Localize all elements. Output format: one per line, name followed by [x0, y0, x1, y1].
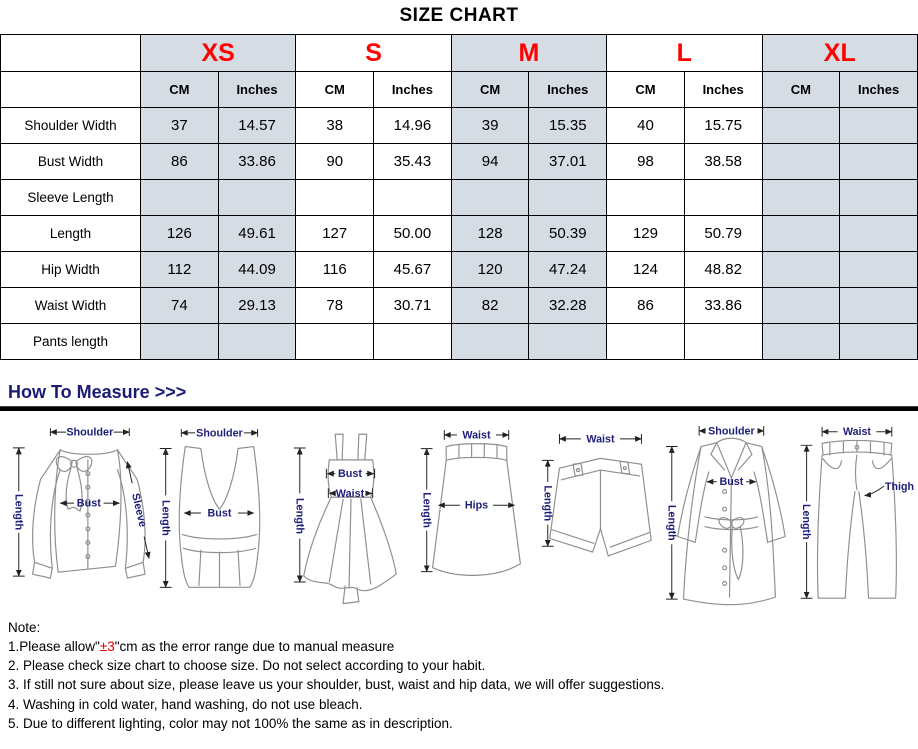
value-cell: 29.13	[218, 288, 296, 324]
value-cell	[141, 180, 219, 216]
measure-label-bust: Bust	[719, 476, 744, 489]
value-cell: 120	[451, 252, 529, 288]
value-cell: 45.67	[374, 252, 452, 288]
value-cell: 49.61	[218, 216, 296, 252]
value-cell	[218, 324, 296, 360]
measure-figure-dress	[286, 417, 414, 612]
value-cell: 86	[141, 144, 219, 180]
coat-illustration	[662, 417, 794, 612]
size-header-xl: XL	[762, 35, 918, 72]
tank-top-illustration	[152, 417, 284, 612]
measure-label-waist: Waist	[335, 487, 364, 500]
value-cell: 86	[607, 288, 685, 324]
table-row	[1, 180, 918, 216]
note-line-2: 2. Please check size chart to choose size. Do not select according to your habit.	[8, 658, 486, 674]
unit-header-cell: CM	[451, 72, 529, 108]
value-cell: 38.58	[684, 144, 762, 180]
value-cell: 129	[607, 216, 685, 252]
row-label-cell: Sleeve Length	[1, 180, 141, 216]
corner-cell	[1, 35, 141, 72]
measure-label-waist: Waist	[586, 433, 615, 446]
value-cell: 78	[296, 288, 374, 324]
row-label-cell: Bust Width	[1, 144, 141, 180]
value-cell	[840, 324, 918, 360]
measure-label-bust: Bust	[207, 507, 232, 520]
row-label-cell: Waist Width	[1, 288, 141, 324]
value-cell: 35.43	[374, 144, 452, 180]
table-row	[1, 216, 918, 252]
measure-label-length: Length	[800, 504, 813, 540]
measure-label-bust: Bust	[337, 468, 362, 481]
unit-header-cell: Inches	[684, 72, 762, 108]
value-cell: 33.86	[684, 288, 762, 324]
value-cell: 44.09	[218, 252, 296, 288]
value-cell: 98	[607, 144, 685, 180]
value-cell: 116	[296, 252, 374, 288]
shorts-illustration	[538, 417, 660, 612]
value-cell	[529, 324, 607, 360]
value-cell	[840, 108, 918, 144]
measure-figure-coat	[662, 417, 794, 612]
value-cell	[451, 324, 529, 360]
row-label-cell: Length	[1, 216, 141, 252]
value-cell: 38	[296, 108, 374, 144]
corner-cell-2	[1, 72, 141, 108]
dress-illustration	[286, 417, 414, 612]
value-cell: 48.82	[684, 252, 762, 288]
value-cell	[762, 324, 840, 360]
value-cell: 50.79	[684, 216, 762, 252]
page-title: SIZE CHART	[399, 5, 519, 26]
unit-header-cell: CM	[141, 72, 219, 108]
measure-label-waist: Waist	[842, 426, 871, 439]
value-cell	[762, 252, 840, 288]
measure-label-length: Length	[664, 504, 677, 541]
measure-figure-pants	[795, 417, 915, 612]
value-cell	[840, 288, 918, 324]
value-cell	[840, 252, 918, 288]
value-cell	[141, 324, 219, 360]
value-cell: 50.00	[374, 216, 452, 252]
value-cell: 90	[296, 144, 374, 180]
value-cell: 32.28	[529, 288, 607, 324]
value-cell	[607, 324, 685, 360]
table-row	[1, 108, 918, 144]
measure-figures-row	[0, 411, 918, 612]
value-cell: 15.35	[529, 108, 607, 144]
value-cell: 74	[141, 288, 219, 324]
unit-header-cell: CM	[762, 72, 840, 108]
value-cell	[529, 180, 607, 216]
value-cell: 94	[451, 144, 529, 180]
size-header-l: L	[607, 35, 762, 72]
value-cell: 37.01	[529, 144, 607, 180]
value-cell: 128	[451, 216, 529, 252]
value-cell	[296, 180, 374, 216]
notes-section	[0, 612, 918, 733]
how-to-measure-heading: How To Measure >>>	[8, 382, 187, 402]
note-line-1: 1.Please allow"±3"cm as the error range due to manual measure	[8, 639, 395, 655]
row-label-cell: Hip Width	[1, 252, 141, 288]
unit-header-cell: Inches	[529, 72, 607, 108]
value-cell: 39	[451, 108, 529, 144]
value-cell	[762, 216, 840, 252]
unit-header-cell: CM	[607, 72, 685, 108]
size-header-xs: XS	[141, 35, 296, 72]
measure-figure-blouse	[3, 417, 151, 612]
blouse-illustration	[3, 417, 151, 612]
value-cell	[374, 324, 452, 360]
measure-label-length: Length	[159, 500, 172, 536]
size-header-m: M	[451, 35, 606, 72]
notes-heading: Note:	[8, 620, 41, 635]
value-cell: 37	[141, 108, 219, 144]
value-cell	[374, 180, 452, 216]
measure-label-waist: Waist	[462, 429, 491, 442]
value-cell: 112	[141, 252, 219, 288]
value-cell: 127	[296, 216, 374, 252]
value-cell: 126	[141, 216, 219, 252]
pants-illustration	[795, 417, 915, 612]
value-cell	[684, 180, 762, 216]
unit-header-cell: Inches	[840, 72, 918, 108]
measure-label-shoulder: Shoulder	[66, 426, 114, 439]
value-cell: 47.24	[529, 252, 607, 288]
value-cell	[607, 180, 685, 216]
measure-label-shoulder: Shoulder	[196, 427, 244, 440]
measure-label-length: Length	[12, 493, 25, 531]
row-label-cell: Shoulder Width	[1, 108, 141, 144]
measure-figure-tank-top	[152, 417, 284, 612]
table-row	[1, 288, 918, 324]
measure-label-sleeve: Sleeve	[129, 492, 149, 529]
measure-label-shoulder: Shoulder	[707, 425, 755, 438]
measure-label-length: Length	[420, 492, 433, 528]
skirt-illustration	[415, 417, 537, 612]
measure-figure-skirt	[415, 417, 537, 612]
note-line-4: 4. Washing in cold water, hand washing, do not use bleach.	[8, 696, 363, 712]
value-cell	[762, 180, 840, 216]
value-cell: 14.96	[374, 108, 452, 144]
value-cell: 124	[607, 252, 685, 288]
unit-header-cell: Inches	[218, 72, 296, 108]
measure-label-bust: Bust	[76, 497, 101, 510]
note-line-3: 3. If still not sure about size, please leave us your shoulder, bust, waist and hip data, we will offer suggestions.	[8, 677, 665, 693]
value-cell	[840, 180, 918, 216]
table-row	[1, 324, 918, 360]
value-cell	[762, 288, 840, 324]
error-range-value: ±3	[99, 639, 115, 655]
value-cell: 30.71	[374, 288, 452, 324]
value-cell	[762, 144, 840, 180]
measure-label-length: Length	[541, 485, 554, 522]
value-cell	[840, 216, 918, 252]
measure-figure-shorts	[538, 417, 660, 612]
value-cell	[684, 324, 762, 360]
measure-label-hips: Hips	[464, 499, 489, 512]
value-cell: 82	[451, 288, 529, 324]
unit-header-cell: Inches	[374, 72, 452, 108]
measure-label-thigh: Thigh	[885, 480, 914, 493]
value-cell: 40	[607, 108, 685, 144]
value-cell: 33.86	[218, 144, 296, 180]
value-cell	[451, 180, 529, 216]
table-row	[1, 144, 918, 180]
row-label-cell: Pants length	[1, 324, 141, 360]
table-row	[1, 252, 918, 288]
measure-label-length: Length	[292, 497, 305, 535]
size-header-s: S	[296, 35, 451, 72]
size-chart-table	[0, 34, 918, 360]
value-cell	[218, 180, 296, 216]
value-cell: 50.39	[529, 216, 607, 252]
value-cell	[296, 324, 374, 360]
unit-header-cell: CM	[296, 72, 374, 108]
note-line-5: 5. Due to different lighting, color may not 100% the same as in description.	[8, 715, 453, 731]
value-cell: 15.75	[684, 108, 762, 144]
value-cell: 14.57	[218, 108, 296, 144]
value-cell	[840, 144, 918, 180]
value-cell	[762, 108, 840, 144]
